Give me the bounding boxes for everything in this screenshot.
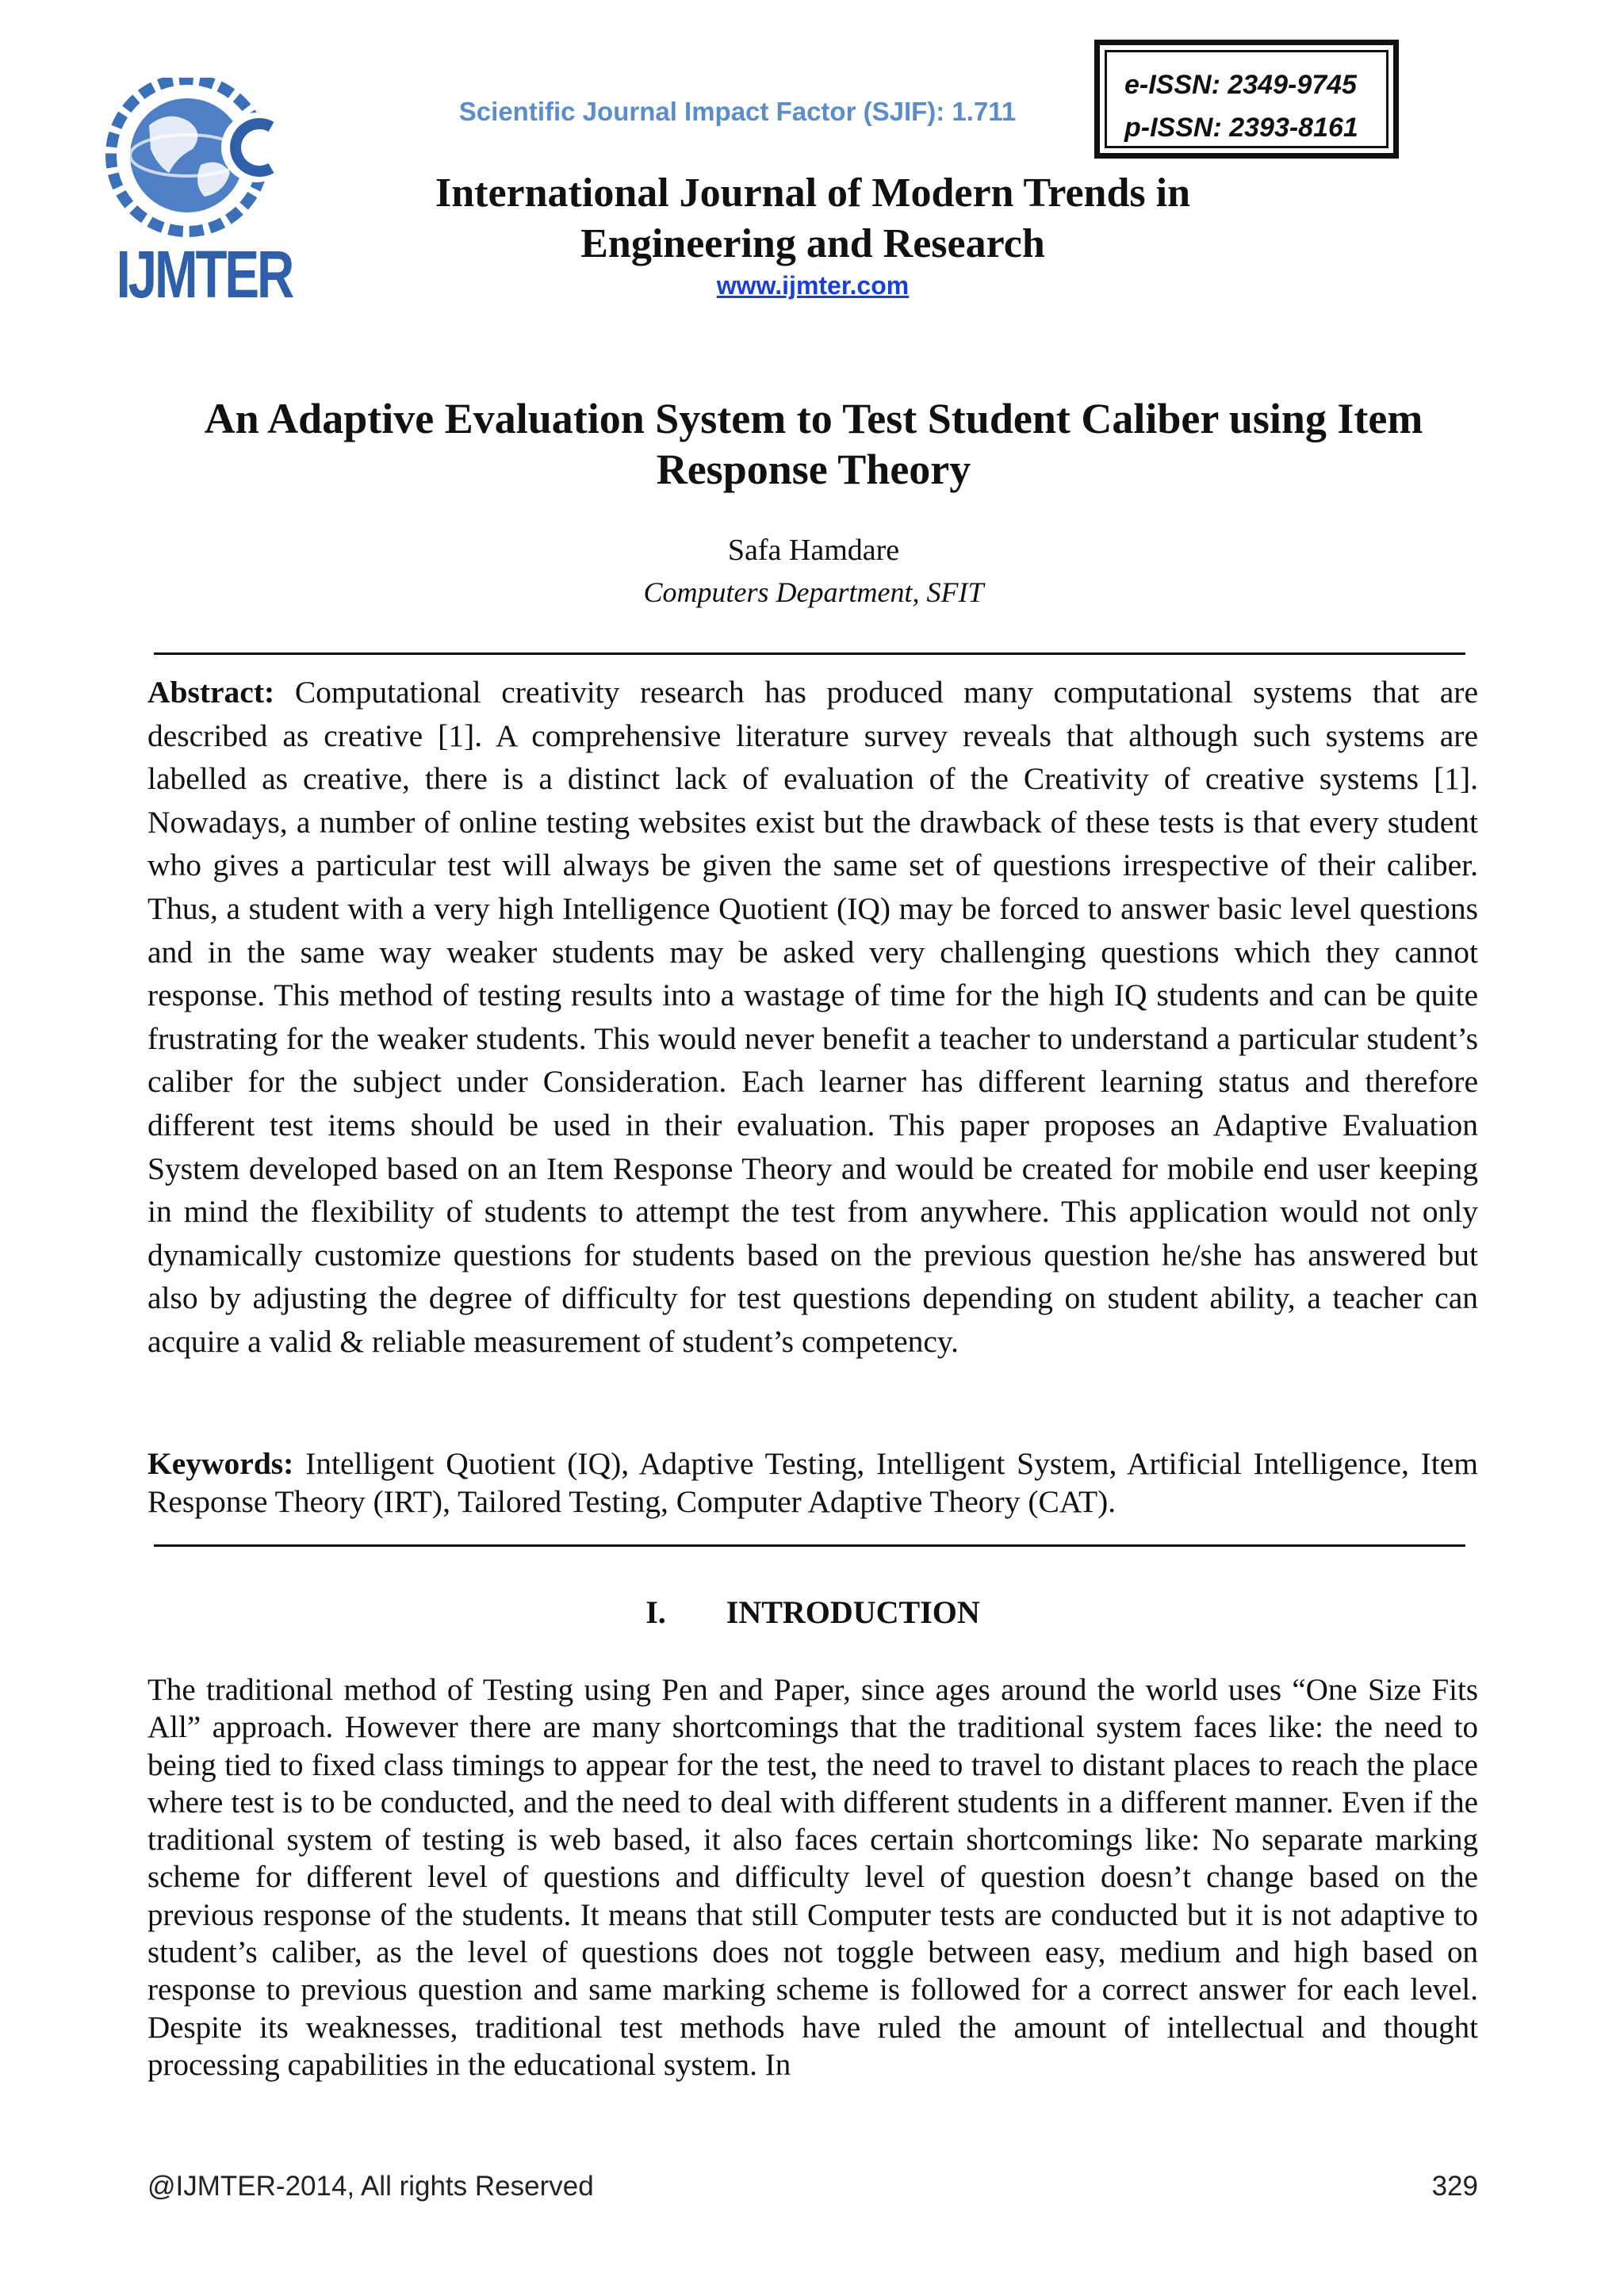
author-name: Safa Hamdare [727, 534, 900, 567]
abstract-text: Computational creativity research has produced many computational systems that are described as creative [1]. A comprehensive literature survey reveals that although such systems are labelled as creative, there is a distinct lack of evaluation of the Creativity of creative systems [1]. Nowadays, a number of online testing websites exist but the drawback of these tests is that every student who gives a particular test will always be given the same set of questions irrespective of their caliber. Thus, a student with a very high Intelligence Quotient (IQ) may be forced to answer basic level questions and in the same way weaker students may be asked very challenging questions which they cannot response. This method of testing results into a wastage of time for the high IQ students and can be quite frustrating for the weaker students. This would never benefit a teacher to understand a particular student’s caliber for the subject under Consideration. Each learner has different learning status and therefore different test items should be used in their evaluation. This paper proposes an Adaptive Evaluation System developed based on an Item Response Theory and would be created for mobile end user keeping in mind the flexibility of students to attempt the test from anywhere. This application would not only dynamically customize questions for students based on the previous question he/she has answered but also by adjusting the degree of difficulty for test questions depending on student ability, a teacher can acquire a valid & reliable measurement of student’s competency. [147, 675, 1478, 1359]
page-number: 329 [1431, 2171, 1478, 2202]
globe-icon [94, 78, 300, 244]
journal-logo [94, 78, 300, 312]
journal-title: International Journal of Modern Trends in Engineering and Research [435, 170, 1190, 266]
keywords-label: Keywords: [147, 1446, 294, 1481]
top-divider [154, 652, 1465, 655]
journal-url-link[interactable]: www.ijmter.com [716, 271, 910, 300]
section-title: INTRODUCTION [726, 1594, 980, 1630]
issn-box [1094, 40, 1399, 159]
paper-title: An Adaptive Evaluation System to Test Student Caliber using Item Response Theory [204, 395, 1423, 493]
logo-wordmark: IJMTER [116, 237, 293, 312]
footer-copyright: @IJMTER-2014, All rights Reserved [147, 2171, 594, 2202]
author-affiliation: Computers Department, SFIT [643, 576, 984, 608]
p-issn: p-ISSN: 2393-8161 [1124, 113, 1358, 143]
abstract [147, 671, 1478, 1364]
e-issn: e-ISSN: 2349-9745 [1124, 70, 1357, 100]
abstract-label: Abstract: [147, 675, 275, 710]
introduction-text: The traditional method of Testing using Pen and Paper, since ages around the world uses “One Size Fits All” approach. However there are many shortcomings that the traditional system faces like: the need to being tied to fixed class timings to appear for the test, the need to travel to distant places to reach the place where test is to be conducted, and the need to deal with different students in a different manner. Even if the traditional system of testing is web based, it also faces certain shortcomings like: No separate marking scheme for different level of questions and difficulty level of question doesn’t change based on the previous response of the students. It means that still Computer tests are conducted but it is not adaptive to student’s caliber, as the level of questions does not toggle between easy, medium and high based on response to previous question and same marking scheme is followed for a correct answer for each level. Despite its weaknesses, traditional test methods have ruled the amount of intellectual and thought processing capabilities in the educational system. In [147, 1673, 1478, 2082]
keywords-text: Intelligent Quotient (IQ), Adaptive Testing, Intelligent System, Artificial Intelligence, Item Response Theory (IRT), Tailored Testing, Computer Adaptive Theory (CAT). [147, 1446, 1478, 1519]
keywords [147, 1445, 1478, 1521]
impact-factor: Scientific Journal Impact Factor (SJIF): 1.711 [458, 97, 1017, 126]
bottom-divider [154, 1544, 1465, 1547]
section-heading [147, 1594, 1478, 1631]
section-number: I. [645, 1594, 666, 1630]
